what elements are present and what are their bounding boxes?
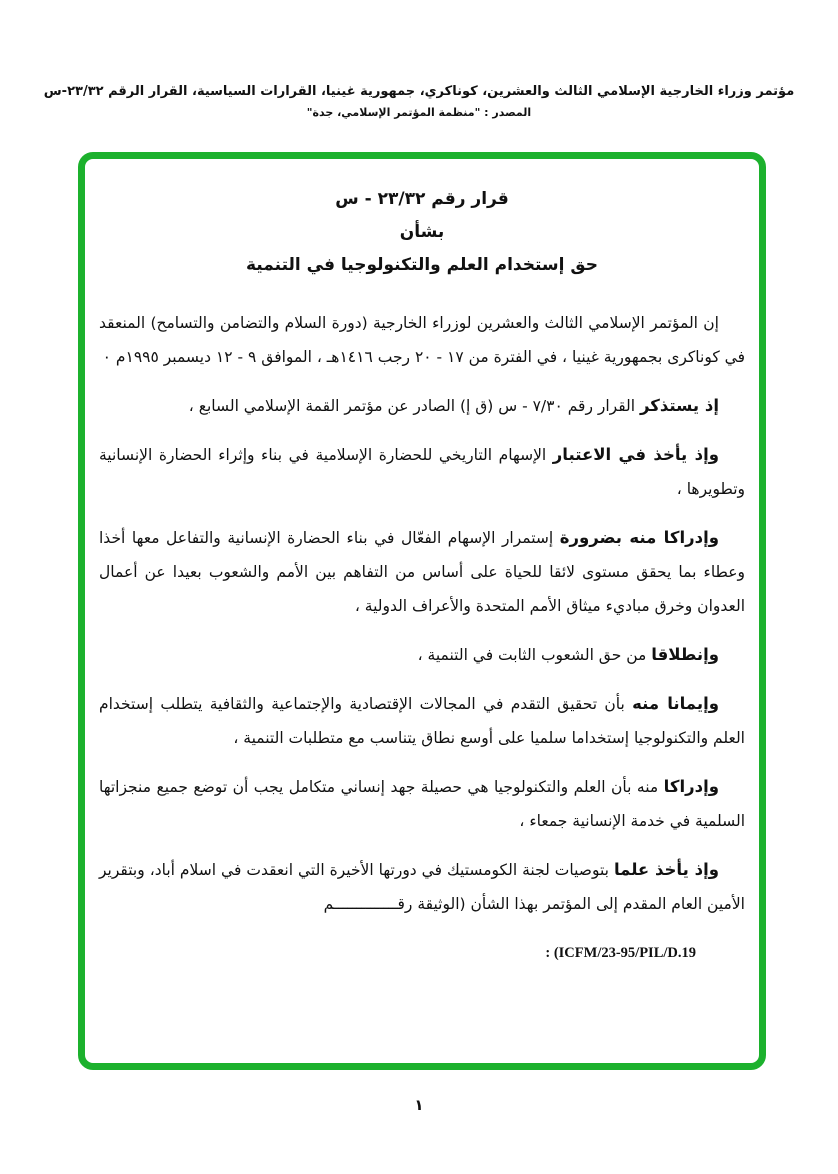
resolution-paragraph-realizing bbox=[99, 770, 745, 838]
regarding-label: بشأن bbox=[399, 222, 445, 242]
resolution-body bbox=[99, 306, 745, 970]
paragraph-text: منه بأن العلم والتكنولوجيا هي حصيلة جهد إنساني متكامل يجب أن توضع جميع منجزاتها السلمية في خدمة الإنسانية جمعاء ، bbox=[99, 778, 745, 830]
header-source-line: المصدر : "منظمة المؤتمر الإسلامي، جدة" bbox=[306, 106, 532, 119]
paragraph-text: من حق الشعوب الثابت في التنمية ، bbox=[417, 646, 647, 664]
resolution-paragraph-preamble bbox=[99, 306, 745, 374]
paragraph-lead: وإذ يأخذ في الاعتبار bbox=[552, 445, 719, 464]
paragraph-text: بتوصيات لجنة الكومستيك في دورتها الأخيرة التي انعقدت في اسلام أباد، وبتقرير الأمين العام المقدم إلى المؤتمر بهذا الشأن (الوثيقة رقــــــــــــــم bbox=[99, 861, 745, 913]
resolution-paragraph-aware-necessity bbox=[99, 521, 745, 623]
paragraph-lead: إذ يستذكر bbox=[640, 396, 719, 415]
resolution-title-block bbox=[99, 183, 745, 282]
page-number: ١ bbox=[414, 1096, 424, 1114]
paragraph-text: الإسهام التاريخي للحضارة الإسلامية في بناء وإثراء الحضارة الإنسانية وتطويرها ، bbox=[99, 446, 745, 498]
paragraph-lead: وإيمانا منه bbox=[632, 694, 719, 713]
header-citation-line: مؤتمر وزراء الخارجية الإسلامي الثالث والعشرين، كوناكري، جمهورية غينيا، القرارات السياسية، القرار الرقم ٢٣/٣٢-س bbox=[43, 84, 795, 99]
paragraph-lead: وإدراكا bbox=[663, 777, 719, 796]
resolution-number-title: قرار رقم ٢٣/٣٢ - س bbox=[335, 189, 509, 209]
paragraph-text: إن المؤتمر الإسلامي الثالث والعشرين لوزراء الخارجية (دورة السلام والتضامن والتسامح) المنعقد في كوناكرى بجمهورية غينيا ، في الفترة من ١٧ - ٢٠ رجب ١٤١٦هـ ، الموافق ٩ - ١٢ ديسمبر ١٩٩٥م ٠ bbox=[99, 314, 745, 366]
resolution-paragraph-considering bbox=[99, 438, 745, 506]
paragraph-text: إستمرار الإسهام الفعّال في بناء الحضارة الإنسانية والتفاعل معها أخذا وعطاء بما يحقق مستوى لائقا للحياة على أساس من التفاهم بين الأمم والشعوب بعيدا عن أعمال العدوان وخرق مباديء ميثاق الأمم المتحدة والأعراف الدولية ، bbox=[99, 529, 745, 615]
resolution-paragraph-recalling bbox=[99, 389, 745, 423]
paragraph-text: بأن تحقيق التقدم في المجالات الإقتصادية والإجتماعية والثقافية يتطلب إستخدام العلم والتكنولوجيا إستخداما سلميا على أوسع نطاق يتناسب مع متطلبات التنمية ، bbox=[99, 695, 745, 747]
resolution-paragraph-taking-note bbox=[99, 853, 745, 921]
resolution-paragraph-believing bbox=[99, 687, 745, 755]
paragraph-lead: وإذ يأخذ علما bbox=[613, 860, 719, 879]
document-header bbox=[0, 84, 838, 119]
paragraph-lead: وإنطلاقا bbox=[651, 645, 719, 664]
resolution-paragraph-proceeding bbox=[99, 638, 745, 672]
paragraph-text: القرار رقم ٧/٣٠ - س (ق إ) الصادر عن مؤتمر القمة الإسلامي السابع ، bbox=[188, 397, 636, 415]
document-reference: : (ICFM/23-95/PIL/D.19 bbox=[545, 945, 696, 961]
green-annotation-box bbox=[78, 152, 766, 1070]
resolution-subject-title: حق إستخدام العلم والتكنولوجيا في التنمية bbox=[246, 255, 598, 275]
paragraph-lead: وإدراكا منه بضرورة bbox=[559, 528, 719, 547]
